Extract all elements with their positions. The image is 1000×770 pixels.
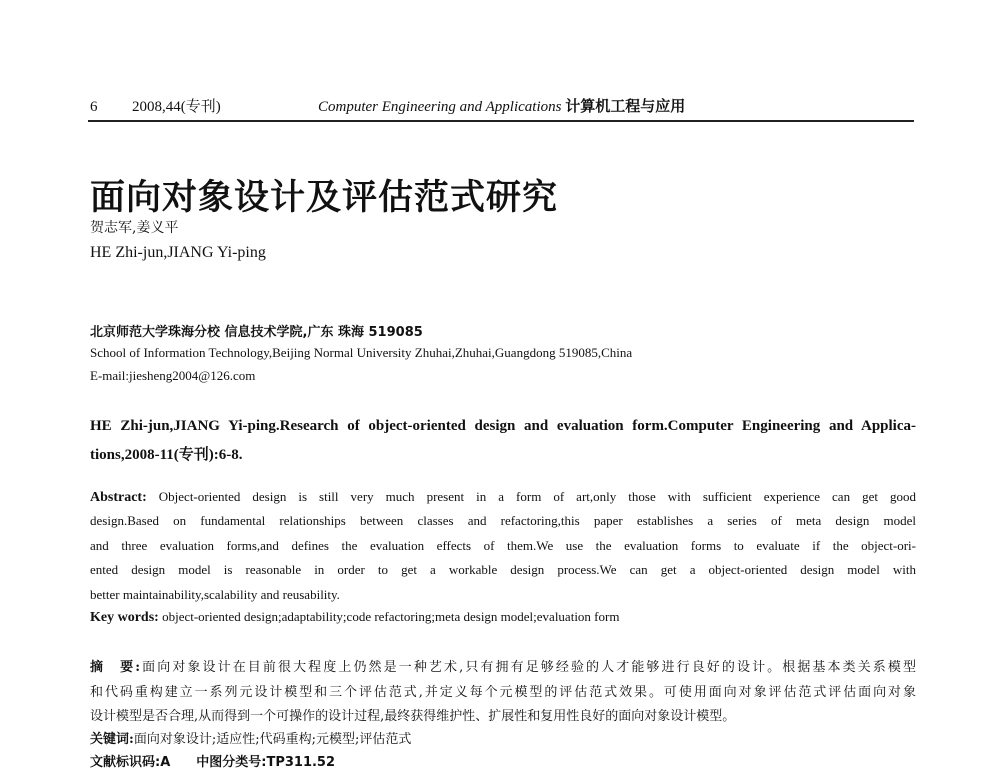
authors-en: HE Zhi-jun,JIANG Yi-ping [90, 244, 266, 261]
running-header [90, 95, 916, 116]
citation-line-2: tions,2008-11(专刊):6-8. [90, 447, 243, 463]
authors-cn: 贺志军,姜义平 [90, 220, 179, 236]
journal-en: Computer Engineering and Applications [318, 99, 562, 115]
affiliation-cn: 北京师范大学珠海分校 信息技术学院,广东 珠海 519085 [90, 325, 423, 340]
paper-title: 面向对象设计及评估范式研究 [90, 177, 559, 218]
keywords-cn: 面向对象设计;适应性;代码重构;元模型;评估范式 [133, 732, 412, 747]
keywords-label: Key words: [90, 610, 159, 625]
keywords-cn-line [90, 728, 916, 747]
abstract-cn-line-2: 和代码重构建立一系列元设计模型和三个评估范式,并定义每个元模型的评估范式效果。可使用面向对象评估范式评估面向对象 [90, 685, 916, 700]
abstract-cn-line-1 [90, 656, 916, 675]
abstract-cn-label: 摘 要: [90, 660, 141, 675]
abstract-line-1 [90, 489, 916, 506]
keywords-line [90, 609, 916, 626]
affiliation-en: School of Information Technology,Beijing Normal University Zhuhai,Zhuhai,Guangdong 519085,China [90, 345, 633, 360]
citation-line-1: HE Zhi-jun,JIANG Yi-ping.Research of object-oriented design and evaluation form.Computer Engineering and Applica- [90, 418, 916, 434]
email: E-mail:jiesheng2004@126.com [90, 368, 256, 383]
abstract-line-5: better maintainability,scalability and reusability. [90, 587, 340, 602]
abstract-label: Abstract: [90, 490, 147, 505]
keywords-cn-label: 关键词: [90, 732, 134, 747]
abstract-cn-line-3: 设计模型是否合理,从而得到一个可操作的设计过程,最终获得维护性、扩展性和复用性良好的面向对象设计模型。 [90, 709, 736, 724]
abstract-text: Object-oriented design is still very much present in a form of art,only those with sufficient experience can get good [146, 489, 916, 504]
abstract-line-4: ented design model is reasonable in order to get a workable design process.We can get a object-oriented design model with [90, 562, 916, 577]
classification: 文献标识码:A 中图分类号:TP311.52 [90, 755, 336, 770]
abstract-cn-text: 面向对象设计在目前很大程度上仍然是一种艺术,只有拥有足够经验的人才能够进行良好的设计。根据基本类关系模型 [140, 660, 916, 675]
abstract-line-3: and three evaluation forms,and defines the evaluation effects of them.We use the evaluation forms to evaluate if the object-ori- [90, 538, 916, 553]
abstract-line-2: design.Based on fundamental relationships between classes and refactoring,this paper establishes a series of meta design model [90, 513, 916, 528]
issue: 2008,44(专刊) [132, 99, 221, 115]
page-number: 6 [90, 99, 98, 115]
keywords: object-oriented design;adaptability;code refactoring;meta design model;evaluation form [158, 609, 620, 624]
journal-name [318, 95, 685, 116]
journal-cn: 计算机工程与应用 [565, 99, 686, 115]
header-rule [88, 120, 914, 122]
